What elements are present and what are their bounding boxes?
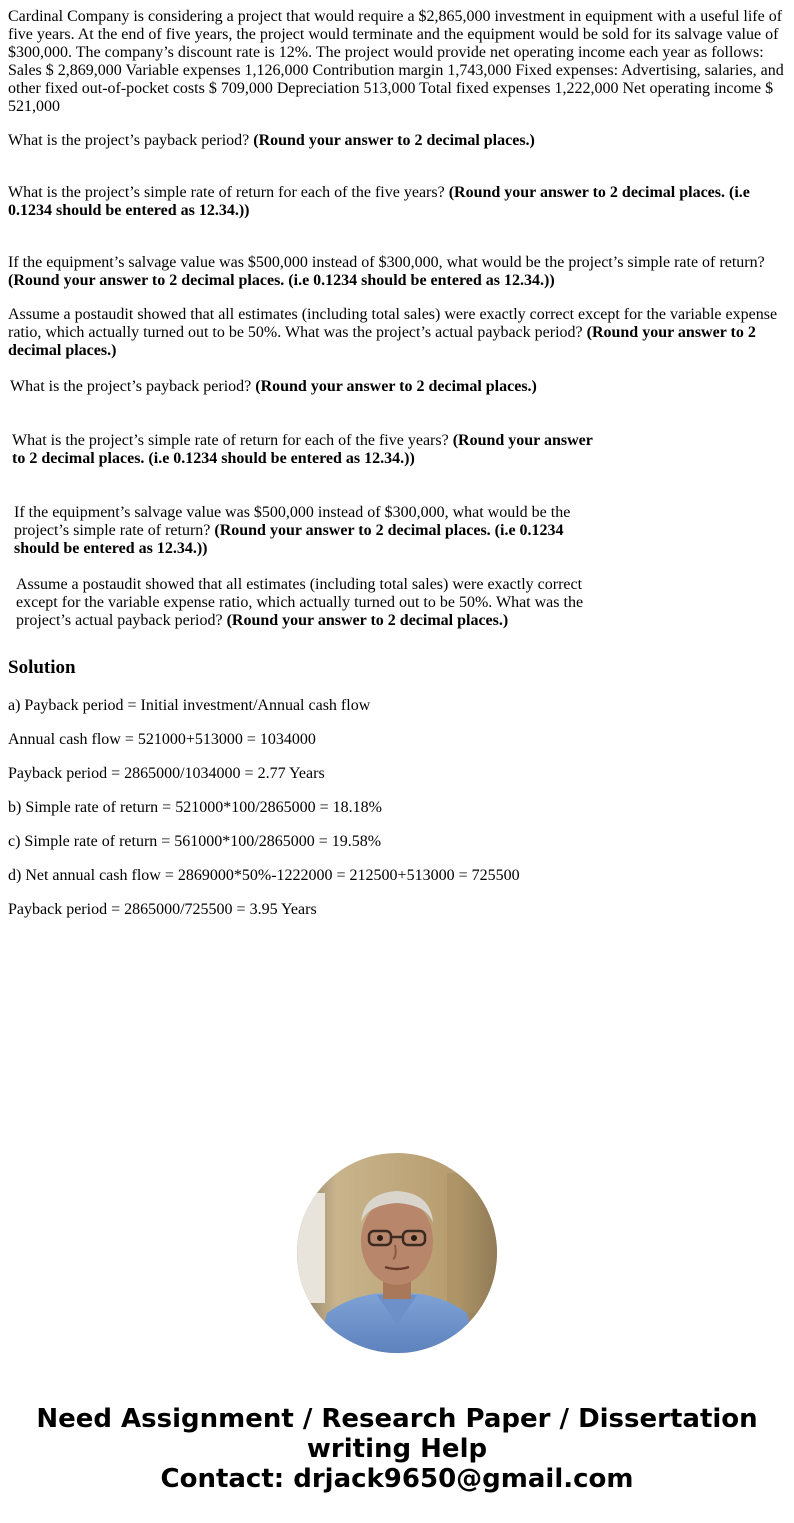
question-instruction: (Round your answer to 2 decimal places. (i.e 0.1234 should be entered as 12.34.)) xyxy=(8,272,555,289)
question-text: What is the project’s payback period? xyxy=(8,132,254,149)
question-postaudit-repeat xyxy=(16,576,596,630)
solution-line: d) Net annual cash flow = 2869000*50%-1222000 = 212500+513000 = 725500 xyxy=(8,867,520,884)
question-text: What is the project’s simple rate of return for each of the five years? xyxy=(12,432,453,449)
question-salvage xyxy=(8,254,786,290)
question-instruction: (Round your answer to 2 decimal places.) xyxy=(255,378,537,395)
question-payback-repeat xyxy=(10,378,610,396)
footer-line: writing Help xyxy=(306,1434,488,1464)
question-instruction: (Round your answer to 2 decimal places.) xyxy=(253,132,535,149)
footer-line: Need Assignment / Research Paper / Dissertation xyxy=(36,1404,758,1434)
question-instruction: (Round your answer to 2 decimal places. (i.e 0.1234 should be entered as 12.34.)) xyxy=(8,184,750,219)
solution-line: Payback period = 2865000/725500 = 3.95 Years xyxy=(8,901,317,918)
solution-line: b) Simple rate of return = 521000*100/2865000 = 18.18% xyxy=(8,799,382,816)
question-text: Assume a postaudit showed that all estimates (including total sales) were exactly correct except for the variable expense ratio, which actually turned out to be 50%. What was the project’s actual payback period? xyxy=(16,576,584,629)
question-text: What is the project’s simple rate of return for each of the five years? xyxy=(8,184,449,201)
author-avatar xyxy=(297,1153,497,1353)
footer-contact-email: Contact: drjack9650@gmail.com xyxy=(160,1464,634,1494)
footer-contact xyxy=(0,1404,794,1494)
solution-line: Annual cash flow = 521000+513000 = 1034000 xyxy=(8,731,316,748)
question-instruction: (Round your answer to 2 decimal places.) xyxy=(8,324,756,359)
question-payback xyxy=(8,132,786,150)
question-instruction: (Round your answer to 2 decimal places. (i.e 0.1234 should be entered as 12.34.)) xyxy=(14,522,564,557)
question-text: What is the project’s payback period? xyxy=(10,378,256,395)
solution-line: c) Simple rate of return = 561000*100/2865000 = 19.58% xyxy=(8,833,382,850)
question-simple-rate xyxy=(8,184,786,220)
question-instruction: (Round your answer to 2 decimal places. (i.e 0.1234 should be entered as 12.34.)) xyxy=(12,432,593,467)
question-postaudit xyxy=(8,306,786,360)
question-text: If the equipment’s salvage value was $500,000 instead of $300,000, what would be the project’s simple rate of return? xyxy=(8,254,765,271)
problem-intro: Cardinal Company is considering a project that would require a $2,865,000 investment in equipment with a useful life of five years. At the end of five years, the project would terminate and the equipment would be sold for its salvage value of $300,000. The company’s discount rate is 12%. The project would provide net operating income each year as follows: Sales $ 2,869,000 Variable expenses 1,126,000 Contribution margin 1,743,000 Fixed expenses: Advertising, salaries, and other fixed out-of-pocket costs $ 709,000 Depreciation 513,000 Total fixed expenses 1,222,000 Net operating income $ 521,000 xyxy=(8,8,784,115)
solution-line: a) Payback period = Initial investment/Annual cash flow xyxy=(8,697,371,714)
solution-line: Payback period = 2865000/1034000 = 2.77 Years xyxy=(8,765,325,782)
question-text: Assume a postaudit showed that all estimates (including total sales) were exactly correct except for the variable expense ratio, which actually turned out to be 50%. What was the project’s actual payback period? xyxy=(8,306,778,341)
question-instruction: (Round your answer to 2 decimal places.) xyxy=(226,612,509,629)
question-text: If the equipment’s salvage value was $500,000 instead of $300,000, what would be the project’s simple rate of return? xyxy=(14,504,571,539)
question-simple-rate-repeat xyxy=(12,432,602,468)
solution-heading: Solution xyxy=(8,657,76,678)
question-salvage-repeat xyxy=(14,504,584,558)
